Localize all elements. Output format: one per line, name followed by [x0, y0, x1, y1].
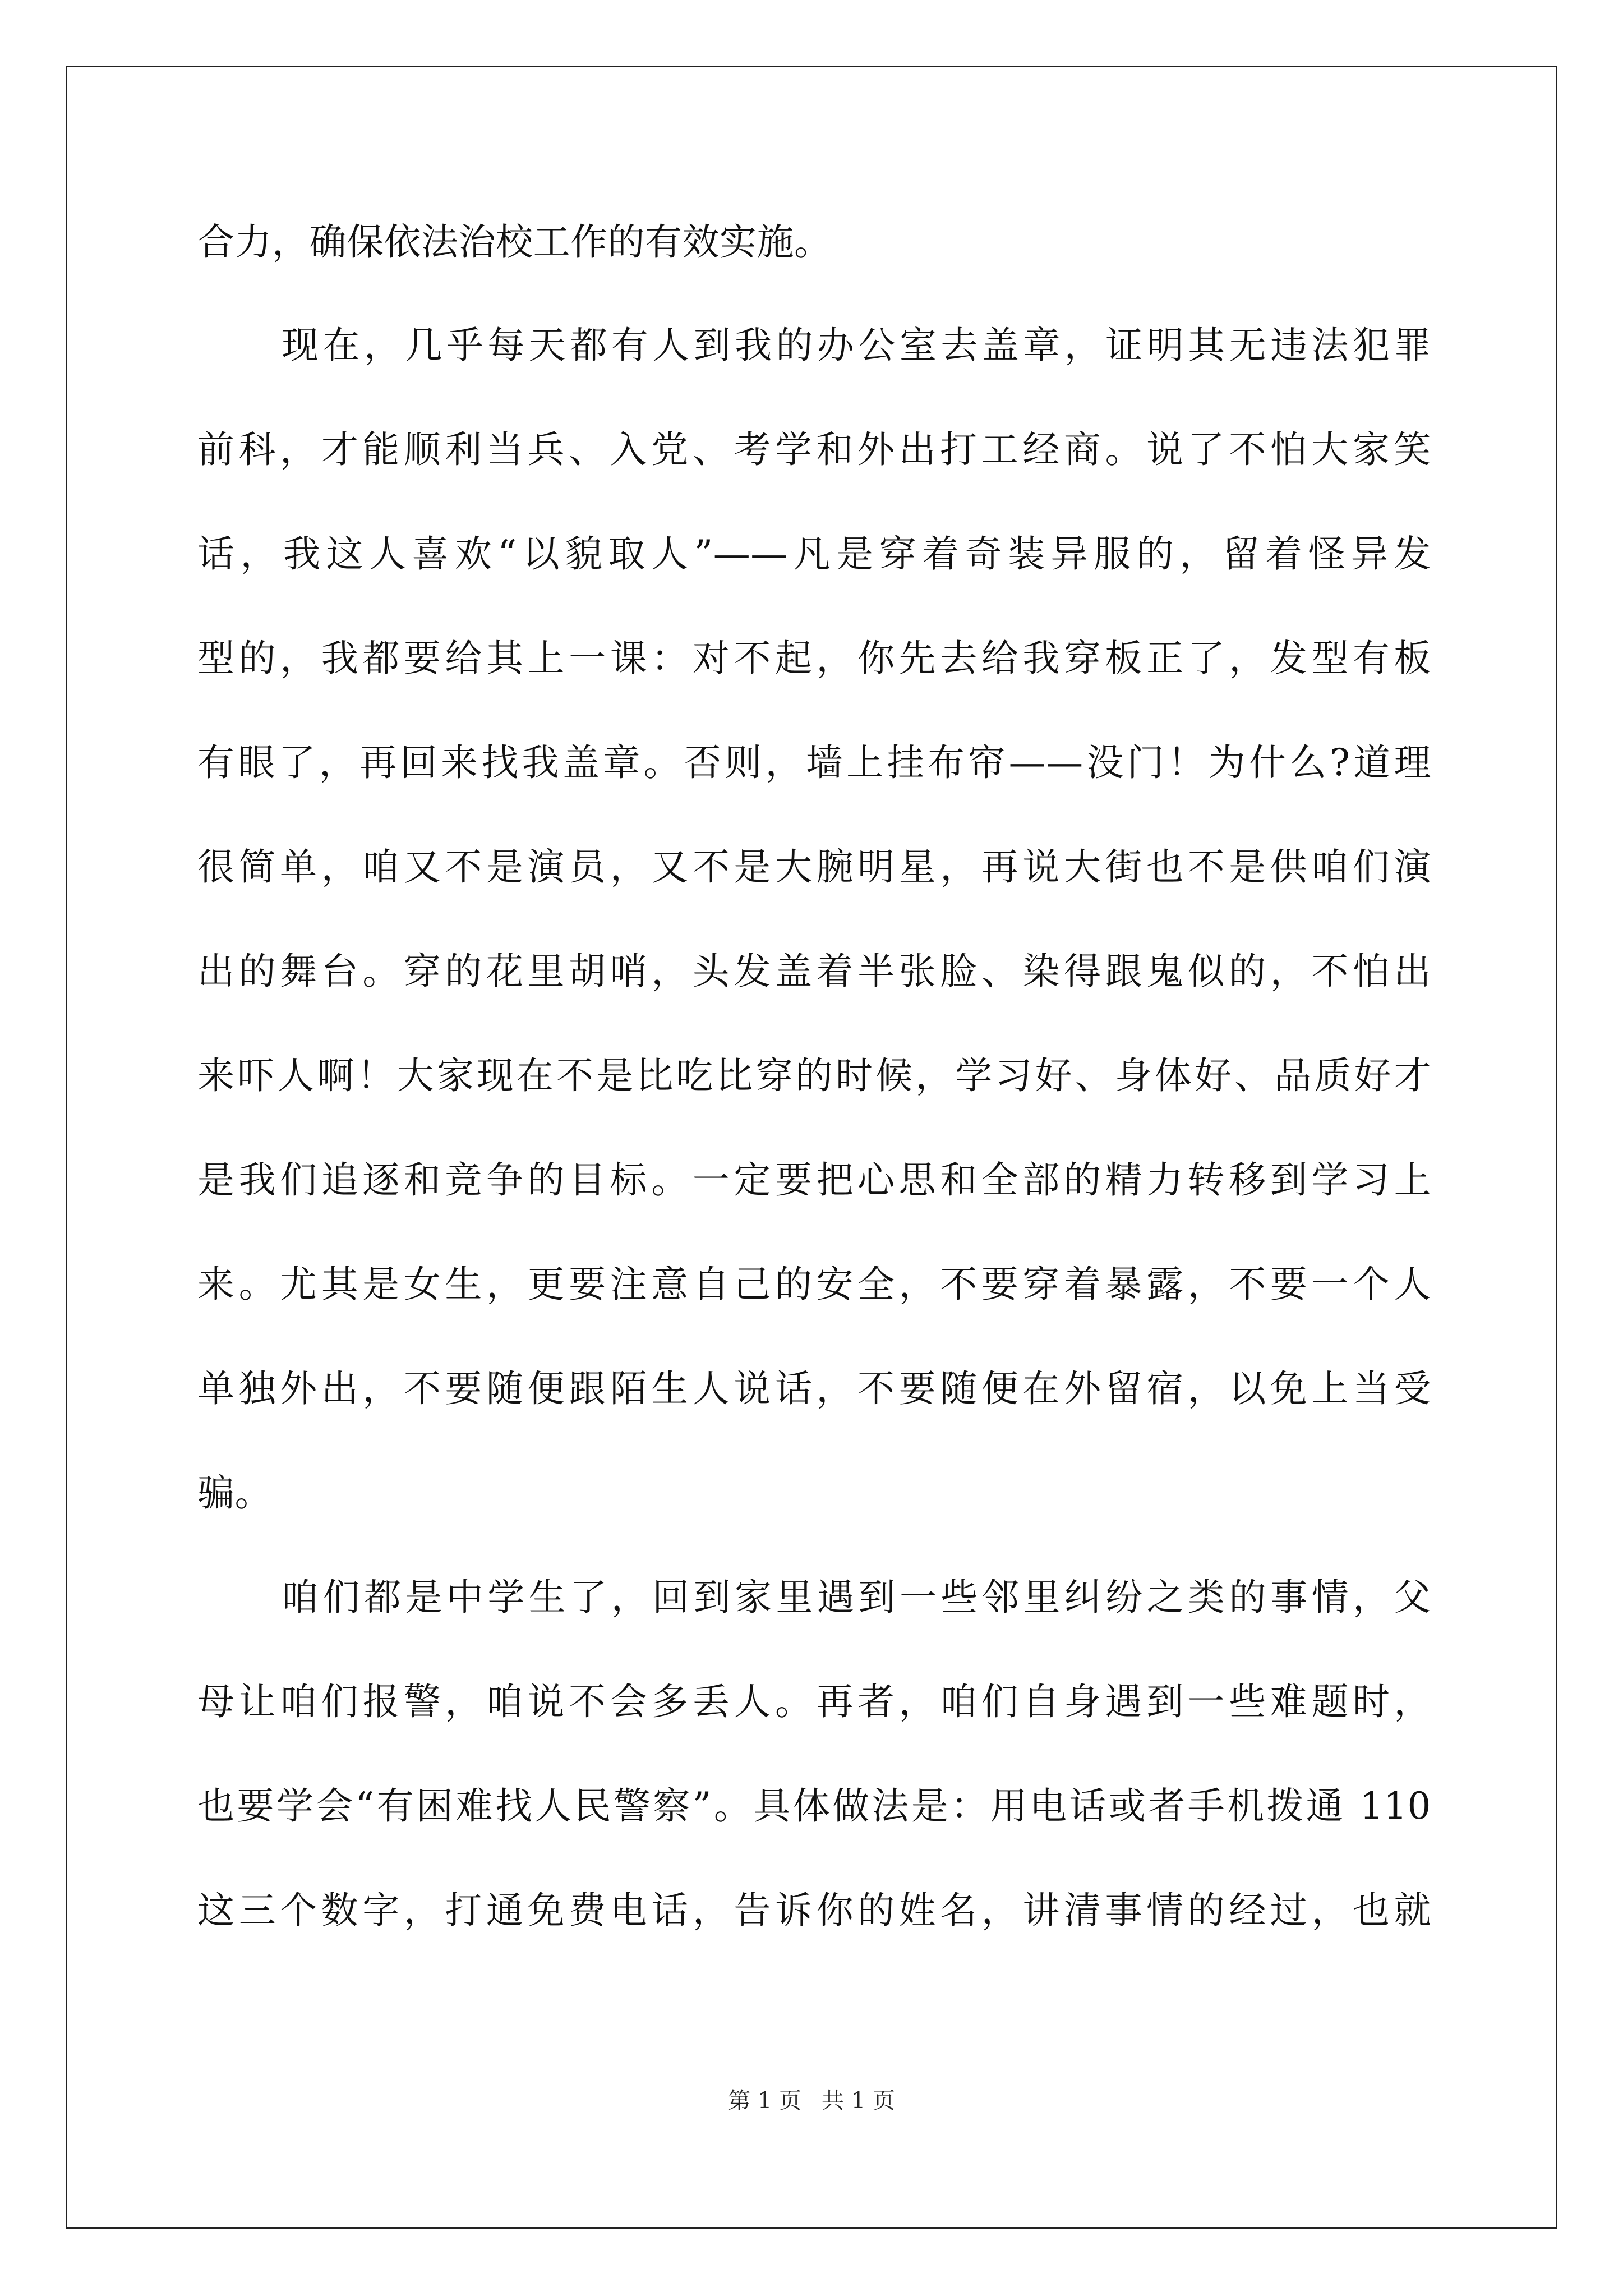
page-footer	[0, 2087, 1623, 2115]
text-line-2: 现在，几乎每天都有人到我的办公室去盖章，证明其无违法犯罪	[282, 324, 1431, 367]
text-line-6: 有眼了，再回来找我盖章。否则，墙上挂布帘——没门！为什么?道理	[197, 741, 1431, 784]
page-number: 第 1 页	[728, 2088, 801, 2114]
text-line-8: 出的舞台。穿的花里胡哨，头发盖着半张脸、染得跟鬼似的，不怕出	[197, 950, 1431, 993]
text-line-3: 前科，才能顺利当兵、入党、考学和外出打工经商。说了不怕大家笑	[197, 428, 1431, 471]
text-line-15: 母让咱们报警，咱说不会多丢人。再者，咱们自身遇到一些难题时，	[197, 1680, 1431, 1723]
text-line-12: 单独外出，不要随便跟陌生人说话，不要随便在外留宿，以免上当受	[197, 1367, 1431, 1410]
text-line-5: 型的，我都要给其上一课：对不起，你先去给我穿板正了，发型有板	[197, 637, 1431, 680]
text-line-4: 话，我这人喜欢“以貌取人”——凡是穿着奇装异服的，留着怪异发	[197, 532, 1431, 576]
page-total: 共 1 页	[822, 2088, 895, 2114]
text-line-14: 咱们都是中学生了，回到家里遇到一些邻里纠纷之类的事情，父	[282, 1576, 1431, 1619]
text-line-7: 很简单，咱又不是演员，又不是大腕明星，再说大街也不是供咱们演	[197, 845, 1431, 889]
text-line-17: 这三个数字，打通免费电话，告诉你的姓名，讲清事情的经过，也就	[197, 1889, 1431, 1932]
text-line-1: 合力，确保依法治校工作的有效实施。	[197, 220, 832, 264]
text-line-13: 骗。	[197, 1471, 272, 1515]
text-line-16: 也要学会“有困难找人民警察”。具体做法是：用电话或者手机拨通 110	[197, 1784, 1431, 1828]
text-line-10: 是我们追逐和竞争的目标。一定要把心思和全部的精力转移到学习上	[197, 1158, 1431, 1202]
text-line-11: 来。尤其是女生，更要注意自己的安全，不要穿着暴露，不要一个人	[197, 1263, 1431, 1306]
text-line-9: 来吓人啊！大家现在不是比吃比穿的时候，学习好、身体好、品质好才	[197, 1054, 1431, 1097]
